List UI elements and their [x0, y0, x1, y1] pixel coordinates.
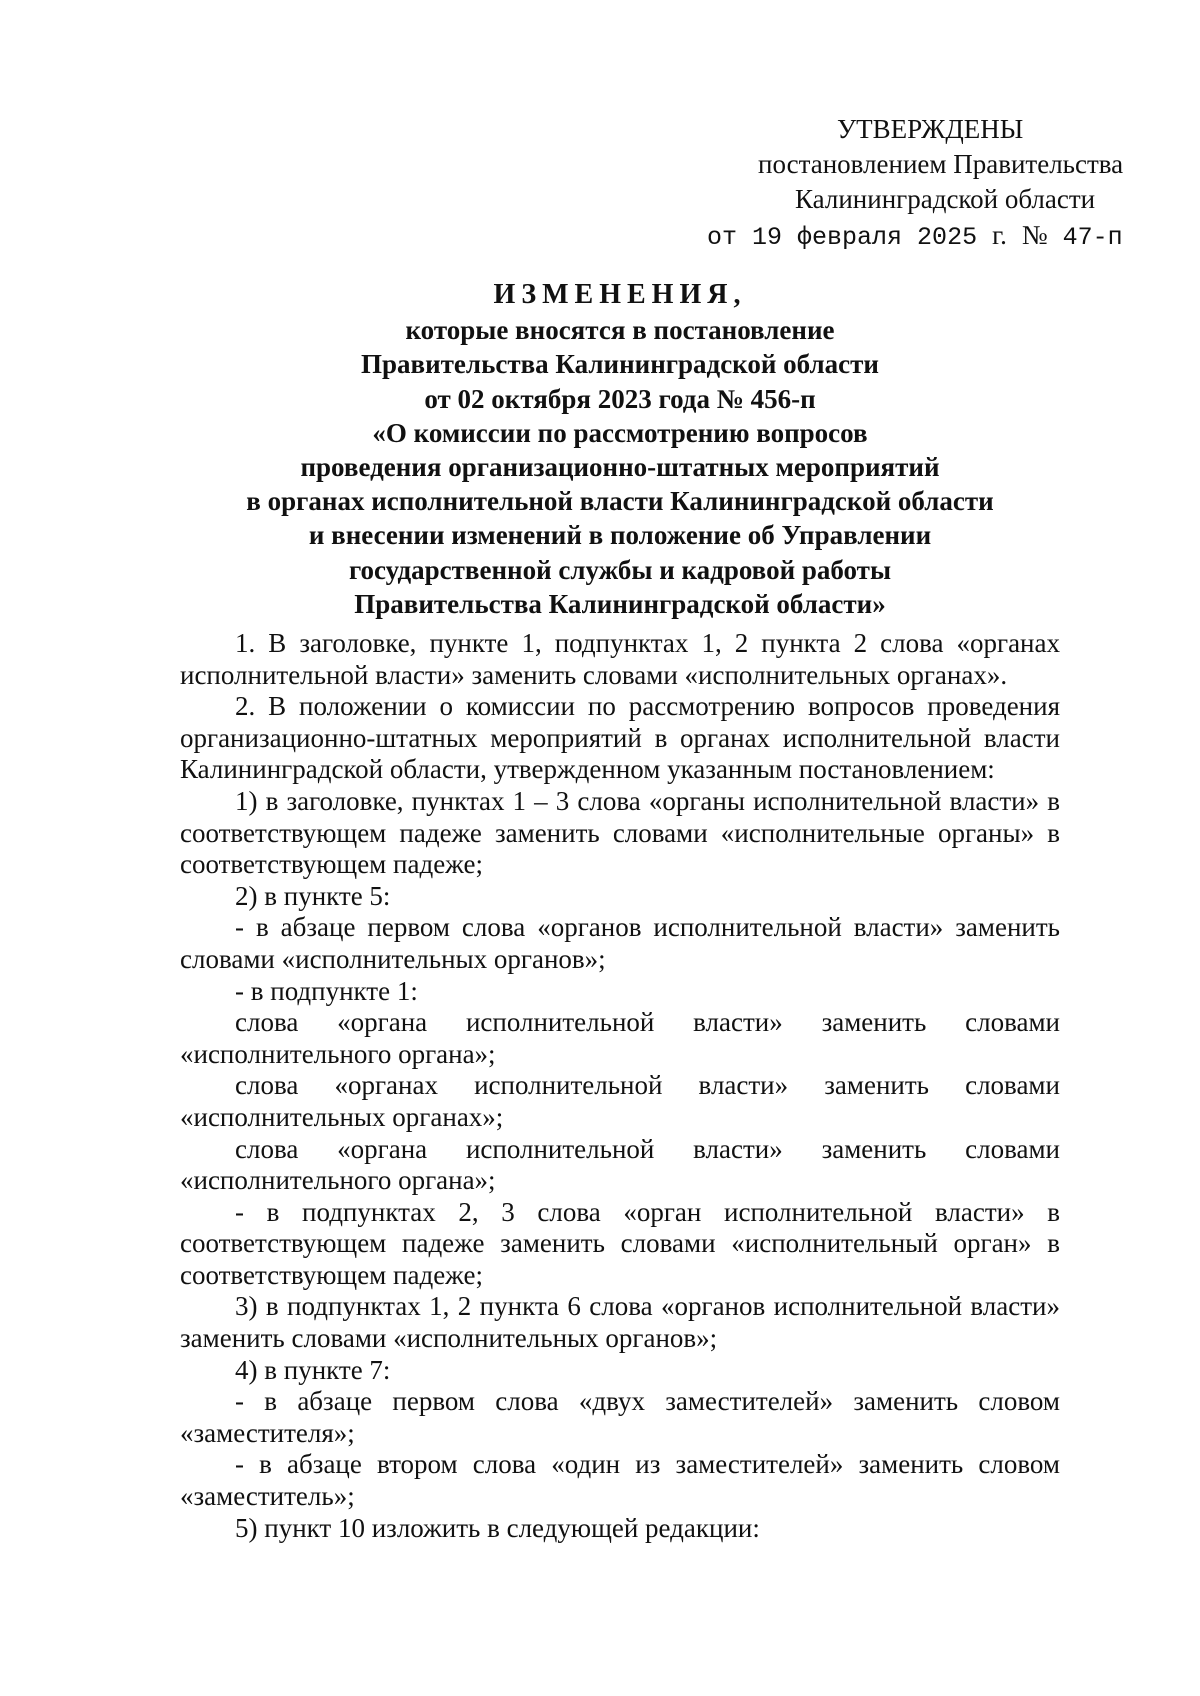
approval-title: УТВЕРЖДЕНЫ — [837, 114, 1024, 144]
word: власти» — [693, 1133, 783, 1164]
paragraph-2-2: 2) в пункте 5: — [235, 880, 391, 911]
word: слова — [235, 1007, 299, 1038]
paragraph-2-2-dash-2: - в подпункте 1: — [235, 975, 418, 1006]
heading-line: государственной службы и кадровой работы — [348, 554, 892, 585]
word: власти» — [693, 1007, 783, 1038]
heading-line: Правительства Калининградской области» — [354, 588, 886, 619]
heading-line: которые вносятся в постановление — [405, 315, 835, 346]
approval-year-suffix: г. — [992, 220, 1007, 250]
replacement-line-3 — [180, 1134, 1060, 1166]
paragraph-2-2-dash-3: - в подпунктах 2, 3 слова «орган исполнительной власти» в соответствующем падеже заменить словами «исполнительный орган» в соответствующем падеже; — [180, 1196, 1060, 1290]
heading-line: проведения организационно-штатных мероприятий — [300, 452, 940, 483]
replacement-line-2 — [180, 1070, 1060, 1102]
word: исполнительной — [474, 1070, 663, 1101]
document-body — [180, 628, 1060, 1544]
heading-line: «О комиссии по рассмотрению вопросов — [372, 417, 868, 448]
replacement-line-1-cont: «исполнительного органа»; — [180, 1038, 496, 1069]
paragraph-2-4: 4) в пункте 7: — [235, 1354, 391, 1385]
heading-line: в органах исполнительной власти Калининградской области — [246, 486, 994, 517]
replacement-line-1 — [180, 1007, 1060, 1039]
approval-number-value: 47-п — [1062, 223, 1123, 252]
paragraph-2-4-dash-2: - в абзаце втором слова «один из заместителей» заменить словом «заместитель»; — [180, 1449, 1060, 1512]
word: исполнительной — [465, 1133, 655, 1164]
word: заменить — [824, 1070, 929, 1101]
paragraph-1: 1. В заголовке, пункте 1, подпунктах 1, 2 пункта 2 слова «органах исполнительной власти» заменить словами «исполнительных органах». — [180, 628, 1060, 690]
word: словами — [965, 1133, 1060, 1164]
word: заменить — [821, 1007, 927, 1038]
approval-date-prefix: от — [707, 223, 738, 252]
word: «органа — [337, 1133, 428, 1164]
approval-number-sign: № — [1021, 220, 1048, 250]
replacement-line-3-cont: «исполнительного органа»; — [180, 1165, 496, 1196]
document-heading — [180, 278, 1060, 621]
word: «органа — [337, 1007, 428, 1038]
word: исполнительной — [465, 1007, 655, 1038]
approval-date-value: 19 февраля 2025 — [752, 223, 978, 252]
replacement-line-2-cont: «исполнительных органах»; — [180, 1101, 504, 1132]
heading-line: и внесении изменений в положение об Управлении — [308, 520, 932, 551]
approval-line-1: постановлением Правительства — [758, 149, 1124, 179]
paragraph-2-4-dash-1: - в абзаце первом слова «двух заместителей» заменить словом «заместителя»; — [180, 1386, 1060, 1448]
heading-line: Правительства Калининградской области — [361, 349, 879, 380]
paragraph-2: 2. В положении о комиссии по рассмотрению вопросов проведения организационно-штатных мероприятий в органах исполнительной власти Калининградской области, утвержденном указанным постановлением: — [180, 691, 1060, 785]
word: «органах — [334, 1070, 438, 1101]
word: словами — [965, 1007, 1060, 1038]
word: власти» — [698, 1070, 789, 1101]
approval-line-2: Калининградской области — [795, 184, 1096, 214]
word: заменить — [821, 1133, 927, 1164]
paragraph-2-3: 3) в подпунктах 1, 2 пункта 6 слова «органов исполнительной власти» заменить словами «исполнительных органов»; — [180, 1291, 1060, 1354]
heading-line: от 02 октября 2023 года № 456-п — [424, 383, 816, 414]
paragraph-2-5: 5) пункт 10 изложить в следующей редакции: — [235, 1512, 760, 1543]
word: слова — [235, 1133, 299, 1164]
approval-date-row — [707, 218, 1123, 255]
word: слова — [235, 1070, 299, 1101]
document-kind: ИЗМЕНЕНИЯ, — [493, 279, 747, 310]
word: словами — [965, 1070, 1060, 1101]
paragraph-2-1: 1) в заголовке, пунктах 1 – 3 слова «органы исполнительной власти» в соответствующем падеже заменить словами «исполнительные органы» в соответствующем падеже; — [180, 785, 1060, 880]
paragraph-2-2-dash-1: - в абзаце первом слова «органов исполнительной власти» заменить словами «исполнительных органов»; — [180, 912, 1060, 974]
